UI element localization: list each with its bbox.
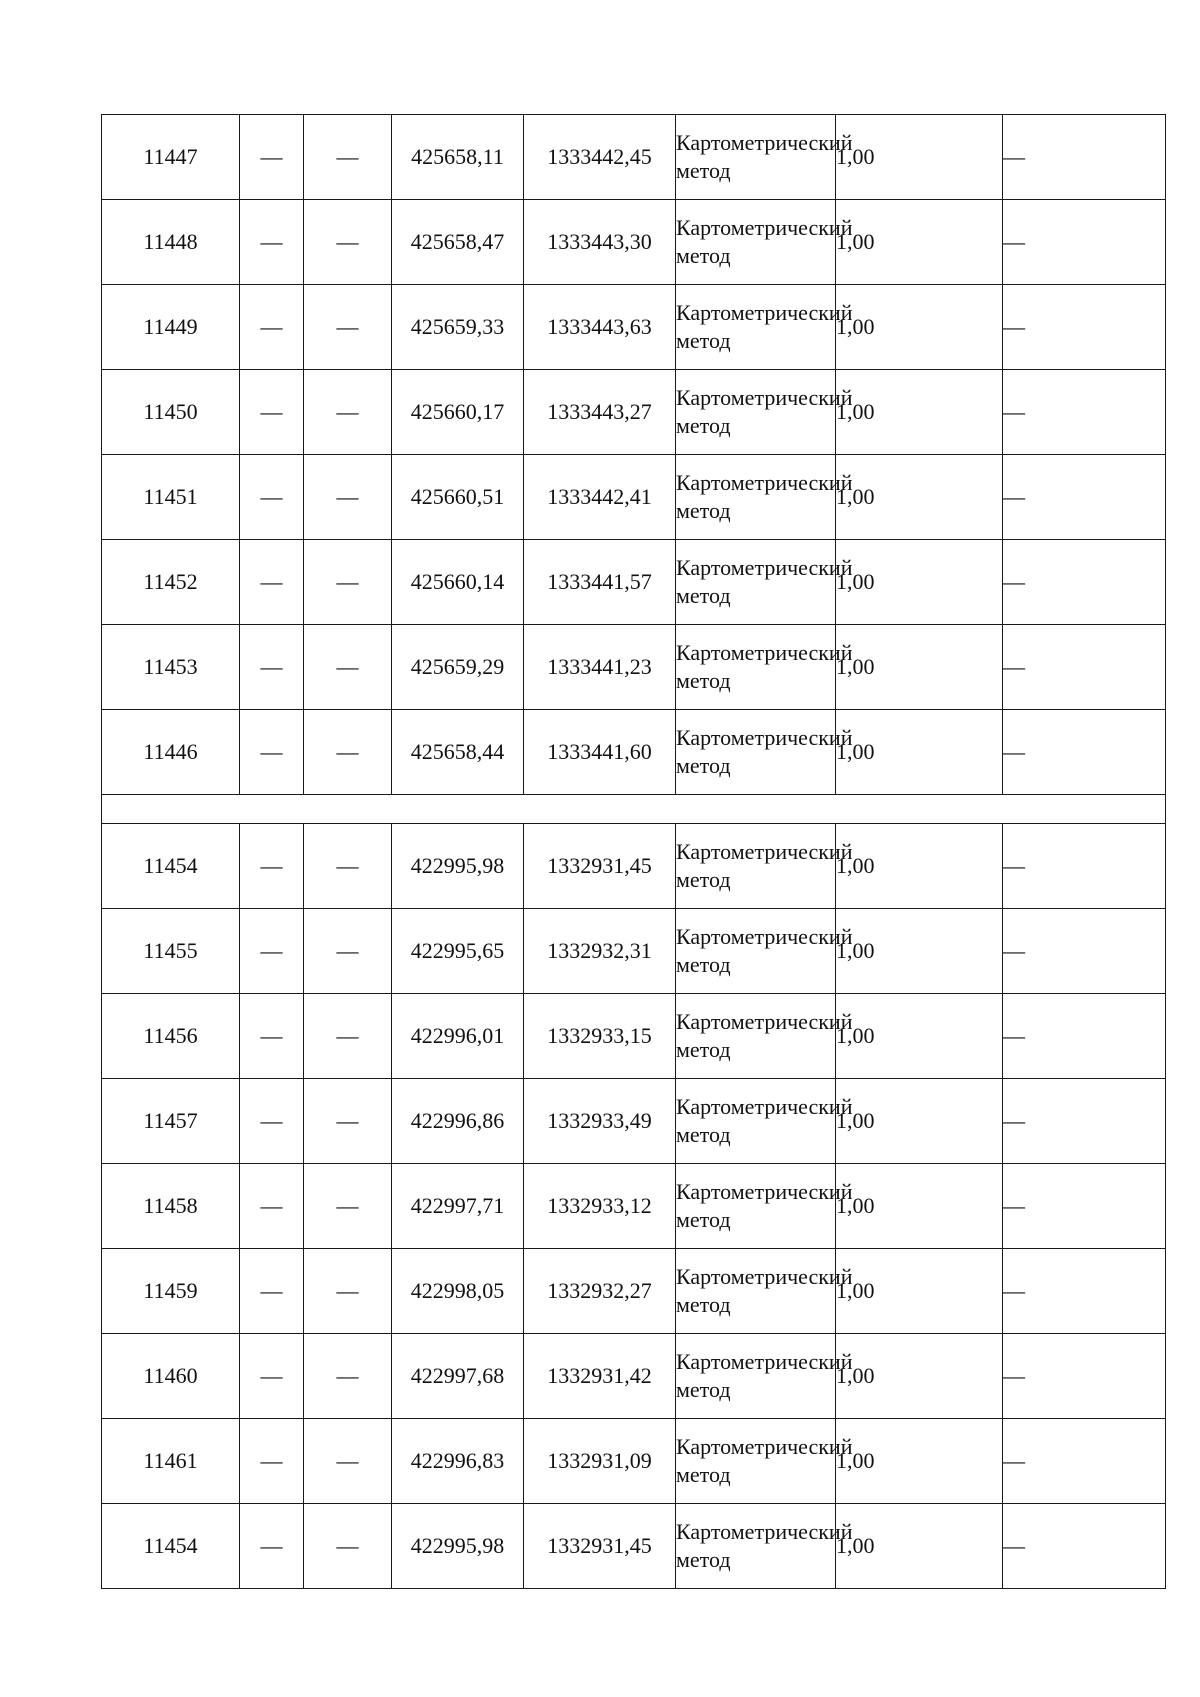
- point-number-cell: 11447: [102, 115, 240, 200]
- empty-dash-cell: —: [304, 1249, 392, 1334]
- accuracy-cell: 1,00: [836, 994, 1003, 1079]
- point-number-cell: 11449: [102, 285, 240, 370]
- table-row: [102, 1164, 1166, 1249]
- point-number-cell: 11452: [102, 540, 240, 625]
- point-number-cell: 11451: [102, 455, 240, 540]
- table-row: [102, 1079, 1166, 1164]
- empty-dash-cell: —: [240, 540, 304, 625]
- description-cell: —: [1003, 1419, 1166, 1504]
- x-coordinate-cell: 422996,83: [392, 1419, 524, 1504]
- accuracy-cell: 1,00: [836, 540, 1003, 625]
- point-number-cell: 11453: [102, 625, 240, 710]
- empty-dash-cell: —: [240, 1334, 304, 1419]
- accuracy-cell: 1,00: [836, 370, 1003, 455]
- y-coordinate-cell: 1332931,42: [524, 1334, 676, 1419]
- point-number-cell: 11446: [102, 710, 240, 795]
- table-row: [102, 1249, 1166, 1334]
- method-cell: Картометрический метод: [676, 370, 836, 455]
- empty-dash-cell: —: [304, 824, 392, 909]
- x-coordinate-cell: 422998,05: [392, 1249, 524, 1334]
- separator-cell: [102, 795, 1166, 824]
- description-cell: —: [1003, 370, 1166, 455]
- method-cell: Картометрический метод: [676, 1164, 836, 1249]
- table-row: [102, 710, 1166, 795]
- group-separator-row: [102, 795, 1166, 824]
- x-coordinate-cell: 425659,29: [392, 625, 524, 710]
- empty-dash-cell: —: [240, 285, 304, 370]
- coordinates-table: [101, 114, 1166, 1589]
- method-cell: Картометрический метод: [676, 200, 836, 285]
- y-coordinate-cell: 1332933,15: [524, 994, 676, 1079]
- accuracy-cell: 1,00: [836, 625, 1003, 710]
- y-coordinate-cell: 1333441,23: [524, 625, 676, 710]
- accuracy-cell: 1,00: [836, 1249, 1003, 1334]
- y-coordinate-cell: 1332933,49: [524, 1079, 676, 1164]
- accuracy-cell: 1,00: [836, 1504, 1003, 1589]
- x-coordinate-cell: 425660,51: [392, 455, 524, 540]
- accuracy-cell: 1,00: [836, 115, 1003, 200]
- empty-dash-cell: —: [304, 455, 392, 540]
- empty-dash-cell: —: [240, 625, 304, 710]
- method-cell: Картометрический метод: [676, 115, 836, 200]
- method-cell: Картометрический метод: [676, 285, 836, 370]
- method-cell: Картометрический метод: [676, 455, 836, 540]
- y-coordinate-cell: 1333442,41: [524, 455, 676, 540]
- accuracy-cell: 1,00: [836, 824, 1003, 909]
- table-row: [102, 1504, 1166, 1589]
- empty-dash-cell: —: [304, 710, 392, 795]
- accuracy-cell: 1,00: [836, 200, 1003, 285]
- point-number-cell: 11458: [102, 1164, 240, 1249]
- point-number-cell: 11450: [102, 370, 240, 455]
- accuracy-cell: 1,00: [836, 1079, 1003, 1164]
- empty-dash-cell: —: [240, 1164, 304, 1249]
- method-cell: Картометрический метод: [676, 909, 836, 994]
- point-number-cell: 11457: [102, 1079, 240, 1164]
- y-coordinate-cell: 1332933,12: [524, 1164, 676, 1249]
- y-coordinate-cell: 1333442,45: [524, 115, 676, 200]
- x-coordinate-cell: 425658,11: [392, 115, 524, 200]
- description-cell: —: [1003, 625, 1166, 710]
- y-coordinate-cell: 1333443,27: [524, 370, 676, 455]
- empty-dash-cell: —: [304, 200, 392, 285]
- empty-dash-cell: —: [304, 1504, 392, 1589]
- x-coordinate-cell: 425660,17: [392, 370, 524, 455]
- accuracy-cell: 1,00: [836, 909, 1003, 994]
- x-coordinate-cell: 422996,01: [392, 994, 524, 1079]
- description-cell: —: [1003, 909, 1166, 994]
- x-coordinate-cell: 425658,44: [392, 710, 524, 795]
- x-coordinate-cell: 425659,33: [392, 285, 524, 370]
- point-number-cell: 11456: [102, 994, 240, 1079]
- empty-dash-cell: —: [304, 285, 392, 370]
- description-cell: —: [1003, 1164, 1166, 1249]
- table-row: [102, 1419, 1166, 1504]
- table-row: [102, 200, 1166, 285]
- method-cell: Картометрический метод: [676, 824, 836, 909]
- description-cell: —: [1003, 285, 1166, 370]
- empty-dash-cell: —: [240, 710, 304, 795]
- method-cell: Картометрический метод: [676, 1504, 836, 1589]
- method-cell: Картометрический метод: [676, 625, 836, 710]
- empty-dash-cell: —: [240, 909, 304, 994]
- accuracy-cell: 1,00: [836, 1419, 1003, 1504]
- empty-dash-cell: —: [304, 1419, 392, 1504]
- method-cell: Картометрический метод: [676, 1249, 836, 1334]
- point-number-cell: 11448: [102, 200, 240, 285]
- point-number-cell: 11461: [102, 1419, 240, 1504]
- empty-dash-cell: —: [304, 1079, 392, 1164]
- empty-dash-cell: —: [304, 540, 392, 625]
- empty-dash-cell: —: [304, 994, 392, 1079]
- x-coordinate-cell: 422997,71: [392, 1164, 524, 1249]
- empty-dash-cell: —: [240, 370, 304, 455]
- empty-dash-cell: —: [304, 370, 392, 455]
- empty-dash-cell: —: [240, 1419, 304, 1504]
- x-coordinate-cell: 422995,98: [392, 1504, 524, 1589]
- description-cell: —: [1003, 1334, 1166, 1419]
- y-coordinate-cell: 1332931,45: [524, 1504, 676, 1589]
- table-row: [102, 455, 1166, 540]
- table-row: [102, 909, 1166, 994]
- empty-dash-cell: —: [240, 824, 304, 909]
- y-coordinate-cell: 1332931,09: [524, 1419, 676, 1504]
- x-coordinate-cell: 425658,47: [392, 200, 524, 285]
- empty-dash-cell: —: [240, 1079, 304, 1164]
- method-cell: Картометрический метод: [676, 994, 836, 1079]
- table-row: [102, 625, 1166, 710]
- empty-dash-cell: —: [240, 115, 304, 200]
- method-cell: Картометрический метод: [676, 1419, 836, 1504]
- accuracy-cell: 1,00: [836, 285, 1003, 370]
- description-cell: —: [1003, 710, 1166, 795]
- point-number-cell: 11454: [102, 1504, 240, 1589]
- empty-dash-cell: —: [240, 200, 304, 285]
- y-coordinate-cell: 1333441,57: [524, 540, 676, 625]
- method-cell: Картометрический метод: [676, 1334, 836, 1419]
- point-number-cell: 11460: [102, 1334, 240, 1419]
- empty-dash-cell: —: [240, 1504, 304, 1589]
- table-row: [102, 824, 1166, 909]
- accuracy-cell: 1,00: [836, 1164, 1003, 1249]
- y-coordinate-cell: 1332932,31: [524, 909, 676, 994]
- y-coordinate-cell: 1332931,45: [524, 824, 676, 909]
- empty-dash-cell: —: [240, 994, 304, 1079]
- empty-dash-cell: —: [240, 1249, 304, 1334]
- y-coordinate-cell: 1333443,30: [524, 200, 676, 285]
- y-coordinate-cell: 1332932,27: [524, 1249, 676, 1334]
- point-number-cell: 11455: [102, 909, 240, 994]
- x-coordinate-cell: 425660,14: [392, 540, 524, 625]
- point-number-cell: 11459: [102, 1249, 240, 1334]
- table-row: [102, 115, 1166, 200]
- table-row: [102, 370, 1166, 455]
- accuracy-cell: 1,00: [836, 1334, 1003, 1419]
- empty-dash-cell: —: [304, 909, 392, 994]
- table-row: [102, 540, 1166, 625]
- description-cell: —: [1003, 115, 1166, 200]
- table-body: [102, 115, 1166, 1589]
- empty-dash-cell: —: [304, 115, 392, 200]
- table-row: [102, 1334, 1166, 1419]
- y-coordinate-cell: 1333443,63: [524, 285, 676, 370]
- method-cell: Картометрический метод: [676, 540, 836, 625]
- method-cell: Картометрический метод: [676, 710, 836, 795]
- empty-dash-cell: —: [240, 455, 304, 540]
- y-coordinate-cell: 1333441,60: [524, 710, 676, 795]
- description-cell: —: [1003, 200, 1166, 285]
- accuracy-cell: 1,00: [836, 710, 1003, 795]
- x-coordinate-cell: 422995,65: [392, 909, 524, 994]
- point-number-cell: 11454: [102, 824, 240, 909]
- empty-dash-cell: —: [304, 1164, 392, 1249]
- x-coordinate-cell: 422995,98: [392, 824, 524, 909]
- description-cell: —: [1003, 540, 1166, 625]
- description-cell: —: [1003, 994, 1166, 1079]
- method-cell: Картометрический метод: [676, 1079, 836, 1164]
- empty-dash-cell: —: [304, 625, 392, 710]
- description-cell: —: [1003, 1079, 1166, 1164]
- accuracy-cell: 1,00: [836, 455, 1003, 540]
- table-row: [102, 994, 1166, 1079]
- description-cell: —: [1003, 1504, 1166, 1589]
- description-cell: —: [1003, 824, 1166, 909]
- x-coordinate-cell: 422996,86: [392, 1079, 524, 1164]
- empty-dash-cell: —: [304, 1334, 392, 1419]
- x-coordinate-cell: 422997,68: [392, 1334, 524, 1419]
- table-row: [102, 285, 1166, 370]
- description-cell: —: [1003, 1249, 1166, 1334]
- description-cell: —: [1003, 455, 1166, 540]
